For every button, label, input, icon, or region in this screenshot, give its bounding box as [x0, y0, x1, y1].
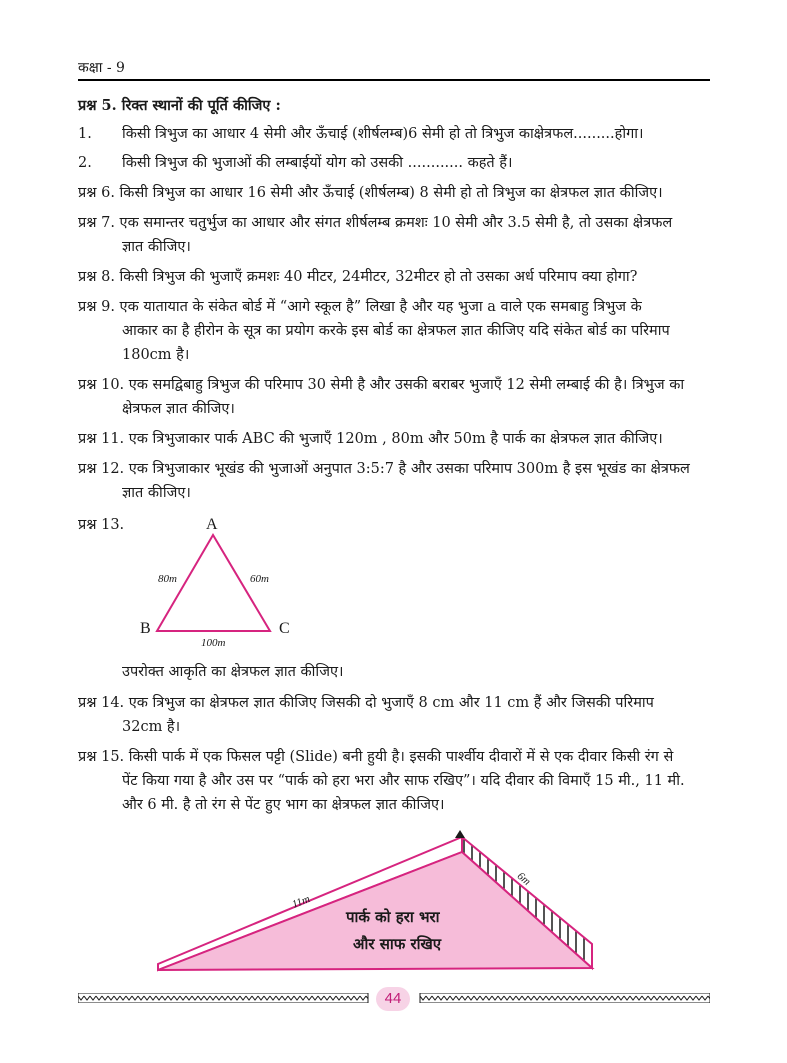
- slide-length-6m-label: 6m: [514, 870, 533, 888]
- q13-vertex-b: B: [140, 620, 151, 637]
- q10-line-1: प्रश्न 10. एक समद्विबाहु त्रिभुज की परिमाप 30 सेमी है और उसकी बराबर भुजाएँ 12 सेमी लम्बाई की है। त्रिभुज का: [78, 377, 685, 393]
- wall-text-line-1: पार्क को हरा भरा: [346, 908, 440, 926]
- q13-label: प्रश्न 13.: [78, 517, 125, 533]
- q14-line-2: 32cm है।: [122, 719, 181, 735]
- q7-line-1: प्रश्न 7. एक समान्तर चतुर्भुज का आधार और संगत शीर्षलम्ब क्रमशः 10 सेमी और 3.5 सेमी है, तो उसका क्षेत्रफल: [78, 215, 673, 231]
- q7-line-2: ज्ञात कीजिए।: [122, 239, 191, 255]
- q5-item-1-text: किसी त्रिभुज का आधार 4 सेमी और ऊँचाई (शीर्षलम्ब)6 सेमी हो तो त्रिभुज काक्षेत्रफल.........होगा।: [122, 126, 644, 142]
- q12-line-2: ज्ञात कीजिए।: [122, 485, 191, 501]
- page-number: 44: [376, 987, 410, 1011]
- q13-triangle-diagram: [150, 530, 280, 640]
- q14-line-1: प्रश्न 14. एक त्रिभुज का क्षेत्रफल ज्ञात कीजिए जिसकी दो भुजाएँ 8 cm और 11 cm हैं और जिसकी परिमाप: [78, 695, 654, 711]
- q12-line-1: प्रश्न 12. एक त्रिभुजाकार भूखंड की भुजाओं अनुपात 3:5:7 है और उसका परिमाप 300m है इस भूखंड का क्षेत्रफल: [78, 461, 690, 477]
- q6-text: प्रश्न 6. किसी त्रिभुज का आधार 16 सेमी और ऊँचाई (शीर्षलम्ब) 8 सेमी हो तो त्रिभुज का क्षेत्रफल ज्ञात कीजिए।: [78, 185, 663, 201]
- q13-vertex-c: C: [279, 620, 290, 637]
- q5-item-1-number: 1.: [78, 126, 92, 142]
- class-header: कक्षा - 9: [78, 60, 125, 76]
- q13-instruction: उपरोक्त आकृति का क्षेत्रफल ज्ञात कीजिए।: [122, 664, 344, 680]
- q9-line-2: आकार का है हीरोन के सूत्र का प्रयोग करके इस बोर्ड का क्षेत्रफल ज्ञात कीजिए यदि संकेत बोर्ड का परिमाप: [122, 323, 670, 339]
- q8-text: प्रश्न 8. किसी त्रिभुज की भुजाएँ क्रमशः 40 मीटर, 24मीटर, 32मीटर हो तो उसका अर्ध परिमाप क्या होगा?: [78, 269, 638, 285]
- slide-length-11m-label: 11m: [290, 893, 312, 911]
- wall-text-line-2: और साफ रखिए: [353, 935, 442, 953]
- q9-line-1: प्रश्न 9. एक यातायात के संकेत बोर्ड में “आगे स्कूल है” लिखा है और यह भुजा a वाले एक समबाहु त्रिभुज के: [78, 299, 642, 315]
- q13-side-ab-label: 80m: [158, 573, 177, 585]
- q13-vertex-a: A: [206, 516, 218, 533]
- q13-side-ac-label: 60m: [250, 573, 269, 585]
- q15-line-3: और 6 मी. है तो रंग से पेंट हुए भाग का क्षेत्रफल ज्ञात कीजिए।: [122, 797, 445, 813]
- q5-item-2-number: 2.: [78, 155, 92, 171]
- q11-text: प्रश्न 11. एक त्रिभुजाकार पार्क ABC की भुजाएँ 120m , 80m और 50m है पार्क का क्षेत्रफल ज्ञात कीजिए।: [78, 431, 663, 447]
- q15-line-1: प्रश्न 15. किसी पार्क में एक फिसल पट्टी (Slide) बनी हुयी है। इसकी पार्श्वीय दीवारों में से एक दीवार किसी रंग से: [78, 749, 674, 765]
- q15-line-2: पेंट किया गया है और उस पर “पार्क को हरा भरा और साफ रखिए”। यदि दीवार की विमाएँ 15 मी., 11 मी.: [122, 773, 685, 789]
- q13-side-bc-label: 100m: [201, 637, 226, 649]
- q5-title: प्रश्न 5. रिक्त स्थानों की पूर्ति कीजिए :: [78, 97, 281, 114]
- q5-item-2-text: किसी त्रिभुज की भुजाओं की लम्बाईयों योग को उसकी ............ कहते हैं।: [122, 155, 513, 171]
- q10-line-2: क्षेत्रफल ज्ञात कीजिए।: [122, 401, 235, 417]
- q9-line-3: 180cm है।: [122, 347, 190, 363]
- header-divider: [78, 79, 710, 81]
